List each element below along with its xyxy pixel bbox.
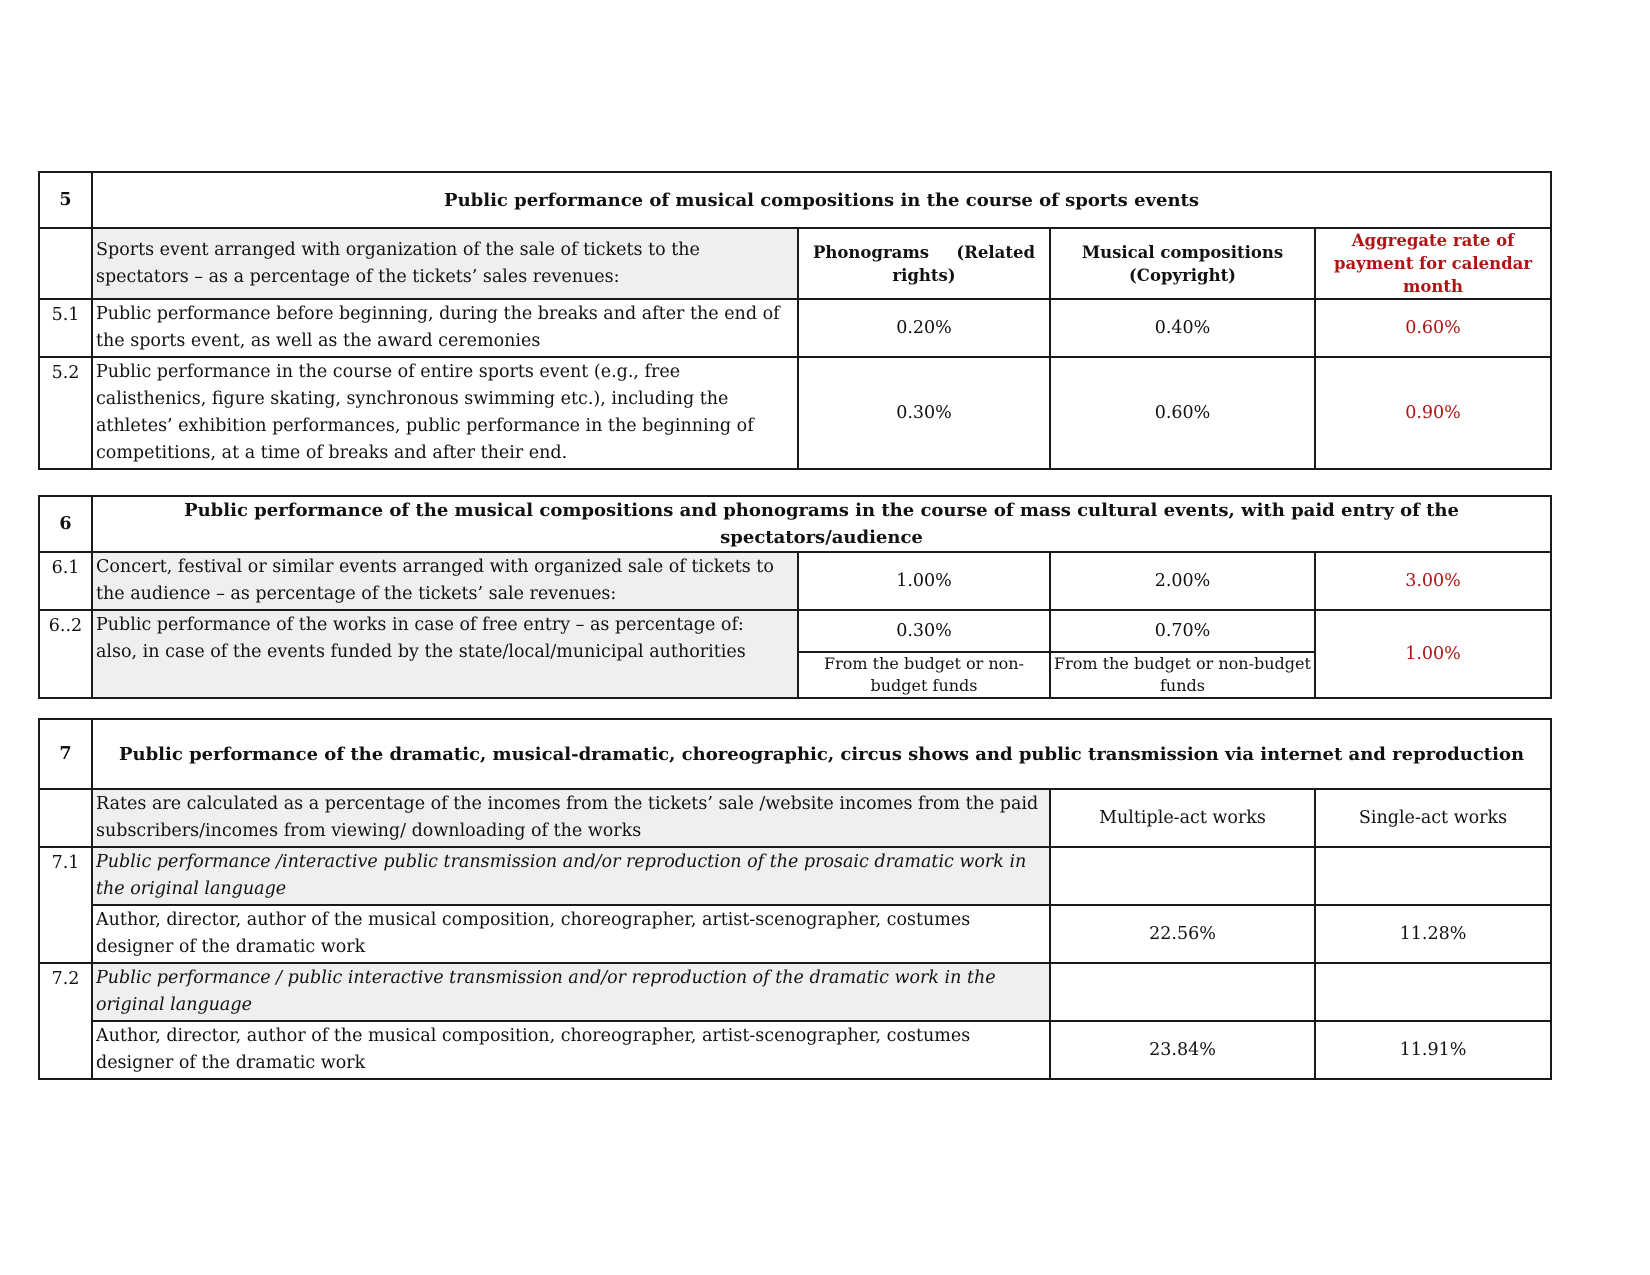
- row-description: Author, director, author of the musical composition, choreographer, artist-scenographer, costumes designer of the dramatic work: [92, 905, 1050, 963]
- empty-cell: [39, 905, 92, 963]
- empty-cell: [39, 789, 92, 847]
- empty-cell: [39, 228, 92, 299]
- column-header-copyright: Musical compositions (Copyright): [1050, 228, 1315, 299]
- aggregate-rate: 0.90%: [1315, 357, 1551, 469]
- section-intro: Sports event arranged with organization of the sale of tickets to the spectators – as a percentage of the tickets’ sales revenues:: [92, 228, 798, 299]
- copyright-rate: 0.40%: [1050, 299, 1315, 357]
- empty-cell: [39, 1021, 92, 1079]
- section-6-table: [38, 495, 1552, 699]
- empty-cell: [1050, 847, 1315, 905]
- empty-cell: [1315, 847, 1551, 905]
- section-title: Public performance of musical compositions in the course of sports events: [92, 172, 1551, 228]
- phonograms-rate: 0.20%: [798, 299, 1050, 357]
- row-number: 7.2: [39, 963, 92, 1021]
- column-header-aggregate: Aggregate rate of payment for calendar month: [1315, 228, 1551, 299]
- section-number: 5: [39, 172, 92, 228]
- section-number: 6: [39, 496, 92, 552]
- table-row: [39, 1021, 1551, 1079]
- row-description: Public performance in the course of entire sports event (e.g., free calisthenics, figure skating, synchronous swimming etc.), including the athletes’ exhibition performances, public performance in the beginning of competitions, at a time of breaks and after their end.: [92, 357, 798, 469]
- row-description: Author, director, author of the musical composition, choreographer, artist-scenographer, costumes designer of the dramatic work: [92, 1021, 1050, 1079]
- phonograms-label: Phonograms: [813, 242, 930, 262]
- rights-label: rights): [892, 265, 956, 285]
- column-header-single-act: Single-act works: [1315, 789, 1551, 847]
- phonograms-note: From the budget or non-budget funds: [798, 652, 1050, 698]
- phonograms-rate: 1.00%: [798, 552, 1050, 610]
- section-7-table: [38, 718, 1552, 1080]
- section-title: Public performance of the dramatic, musical-dramatic, choreographic, circus shows and public transmission via internet and reproduction: [92, 719, 1551, 789]
- row-description-line: Public performance of the works in case of free entry – as percentage of:: [96, 615, 744, 635]
- row-number: 6.1: [39, 552, 92, 610]
- table-row: [39, 610, 1551, 652]
- table-row: [39, 357, 1551, 469]
- row-heading: Public performance /interactive public transmission and/or reproduction of the prosaic dramatic work in the original language: [92, 847, 1050, 905]
- table-row: [39, 963, 1551, 1021]
- table-row: [39, 847, 1551, 905]
- table-row: [39, 299, 1551, 357]
- multiple-act-rate: 23.84%: [1050, 1021, 1315, 1079]
- row-description: Concert, festival or similar events arranged with organized sale of tickets to the audience – as percentage of the tickets’ sale revenues:: [92, 552, 798, 610]
- section-title: Public performance of the musical compositions and phonograms in the course of mass cultural events, with paid entry of the spectators/audience: [92, 496, 1551, 552]
- row-number: 5.2: [39, 357, 92, 469]
- multiple-act-rate: 22.56%: [1050, 905, 1315, 963]
- row-description-line: also, in case of the events funded by the state/local/municipal authorities: [96, 642, 746, 662]
- single-act-rate: 11.28%: [1315, 905, 1551, 963]
- copyright-note: From the budget or non-budget funds: [1050, 652, 1315, 698]
- empty-cell: [1315, 963, 1551, 1021]
- aggregate-rate: 1.00%: [1315, 610, 1551, 698]
- row-description: Public performance before beginning, during the breaks and after the end of the sports event, as well as the award ceremonies: [92, 299, 798, 357]
- copyright-rate: 0.70%: [1050, 610, 1315, 652]
- section-number: 7: [39, 719, 92, 789]
- row-number: 6..2: [39, 610, 92, 698]
- phonograms-rate: 0.30%: [798, 357, 1050, 469]
- section-intro: Rates are calculated as a percentage of the incomes from the tickets’ sale /website incomes from the paid subscribers/incomes from viewing/ downloading of the works: [92, 789, 1050, 847]
- section-5-table: [38, 171, 1552, 470]
- copyright-rate: 2.00%: [1050, 552, 1315, 610]
- aggregate-rate: 0.60%: [1315, 299, 1551, 357]
- table-row: [39, 552, 1551, 610]
- row-description: [92, 610, 798, 698]
- copyright-rate: 0.60%: [1050, 357, 1315, 469]
- row-number: 5.1: [39, 299, 92, 357]
- phonograms-rate: 0.30%: [798, 610, 1050, 652]
- single-act-rate: 11.91%: [1315, 1021, 1551, 1079]
- empty-cell: [1050, 963, 1315, 1021]
- aggregate-rate: 3.00%: [1315, 552, 1551, 610]
- column-header-multiple-act: Multiple-act works: [1050, 789, 1315, 847]
- table-row: [39, 905, 1551, 963]
- column-header-phonograms: [798, 228, 1050, 299]
- related-label: (Related: [956, 242, 1035, 262]
- row-number: 7.1: [39, 847, 92, 905]
- row-heading: Public performance / public interactive transmission and/or reproduction of the dramatic work in the original language: [92, 963, 1050, 1021]
